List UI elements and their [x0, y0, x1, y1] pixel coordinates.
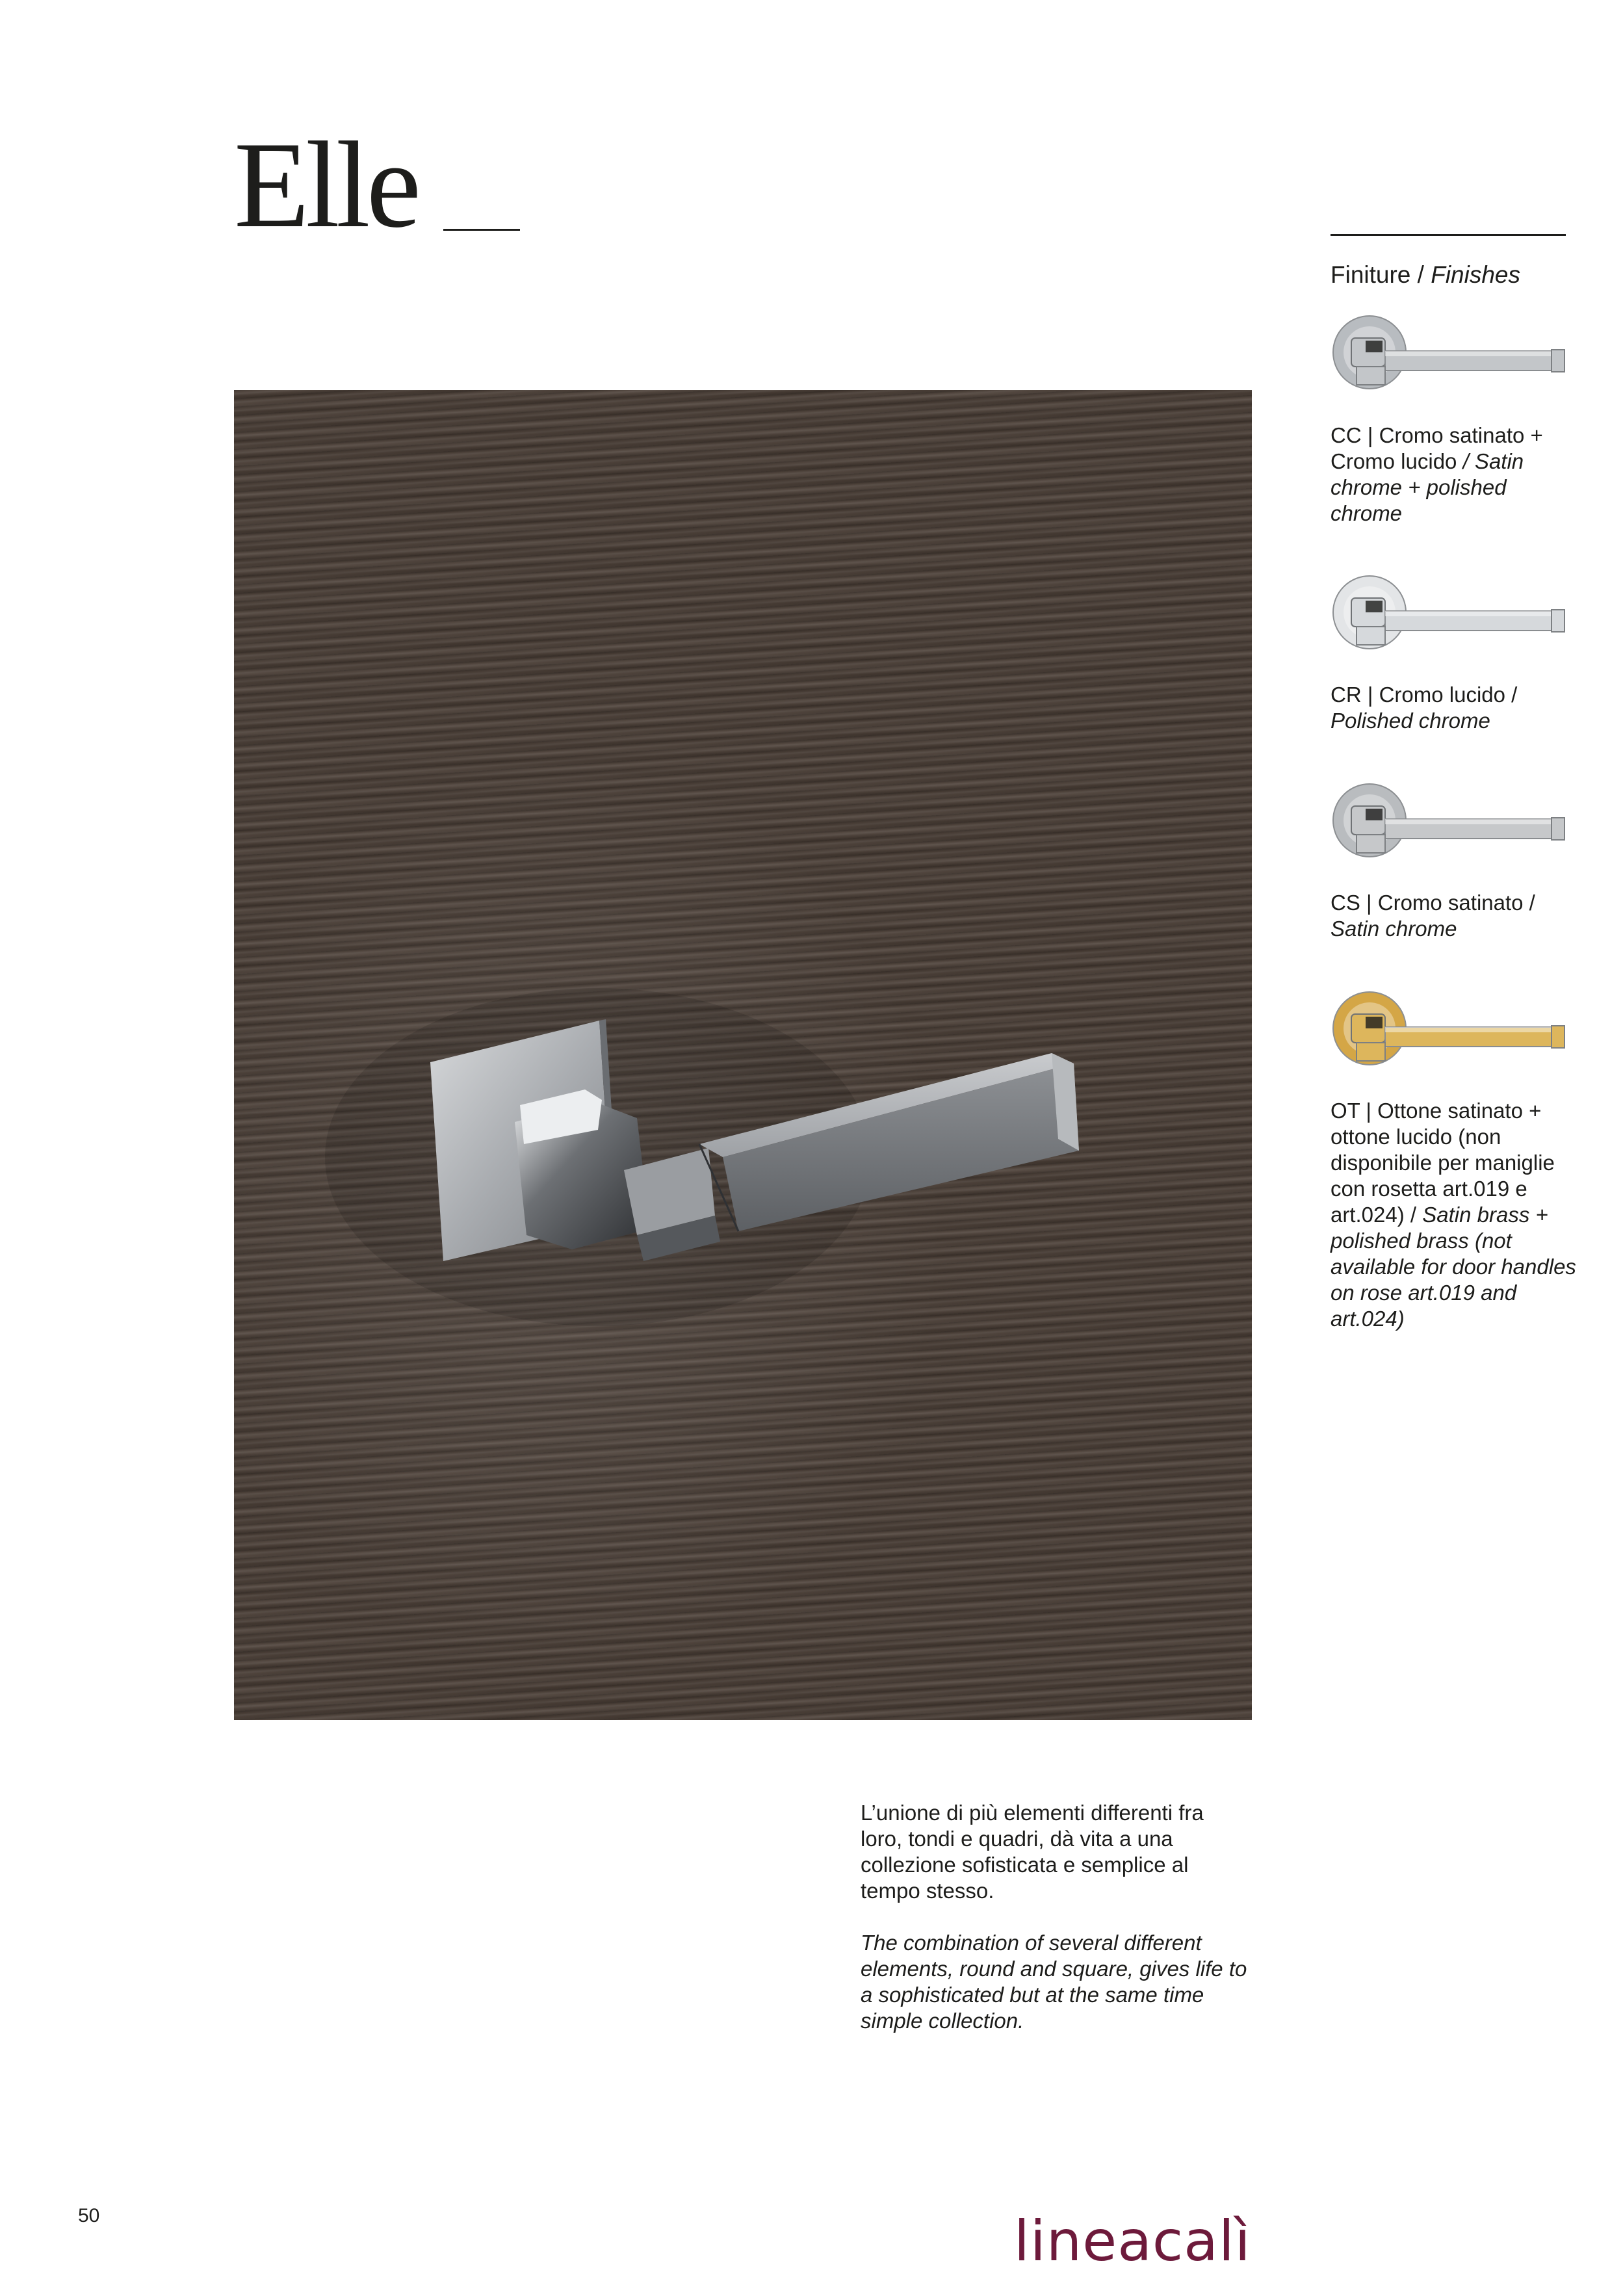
page-number: 50 — [78, 2205, 100, 2226]
description-it: L’unione di più elementi differenti fra loro, tondi e quadri, dà vita a una collezione sofisticata e semplice al tempo stesso. — [861, 1801, 1204, 1903]
finish-swatch-cr — [1331, 572, 1567, 653]
door-handle-image — [234, 390, 1252, 1720]
product-photo — [234, 390, 1252, 1720]
finish-label-ot — [1331, 1098, 1578, 1332]
finish-label-it: CC | Cromo satinato + Cromo lucido — [1331, 423, 1543, 473]
brand-logo: lineacalì — [1014, 2209, 1251, 2274]
finish-label-cc — [1331, 423, 1578, 527]
finish-swatch-ot — [1331, 988, 1567, 1069]
finish-swatch-cc — [1331, 312, 1567, 393]
description-en: The combination of several different elements, round and square, gives life to a sophisticated but at the same time simple collection. — [861, 1931, 1247, 2033]
finishes-heading-en: Finishes — [1431, 261, 1521, 288]
finish-label-en: Satin brass + polished brass (not available for door handles on rose art.019 and art.024) — [1331, 1203, 1576, 1331]
description — [861, 1800, 1251, 2060]
finish-swatch-cs — [1331, 780, 1567, 861]
finish-label-en: Satin chrome — [1331, 917, 1457, 941]
finish-label-cr — [1331, 682, 1578, 734]
title-rule — [443, 229, 520, 231]
finishes-rule — [1331, 234, 1566, 236]
finish-label-en: / Satin chrome + polished chrome — [1331, 449, 1524, 525]
finishes-heading — [1331, 261, 1520, 289]
finishes-heading-sep: / — [1410, 261, 1431, 288]
finish-label-cs — [1331, 890, 1578, 942]
page-title: Elle — [234, 117, 417, 254]
finish-label-it: OT | Ottone satinato + ottone lucido (non disponibile per maniglie con rosetta art.019 e art.024) / — [1331, 1099, 1555, 1227]
finish-label-en: Polished chrome — [1331, 709, 1490, 733]
finish-label-it: CS | Cromo satinato / — [1331, 891, 1535, 915]
finishes-heading-it: Finiture — [1331, 261, 1411, 288]
finish-label-it: CR | Cromo lucido / — [1331, 683, 1518, 707]
